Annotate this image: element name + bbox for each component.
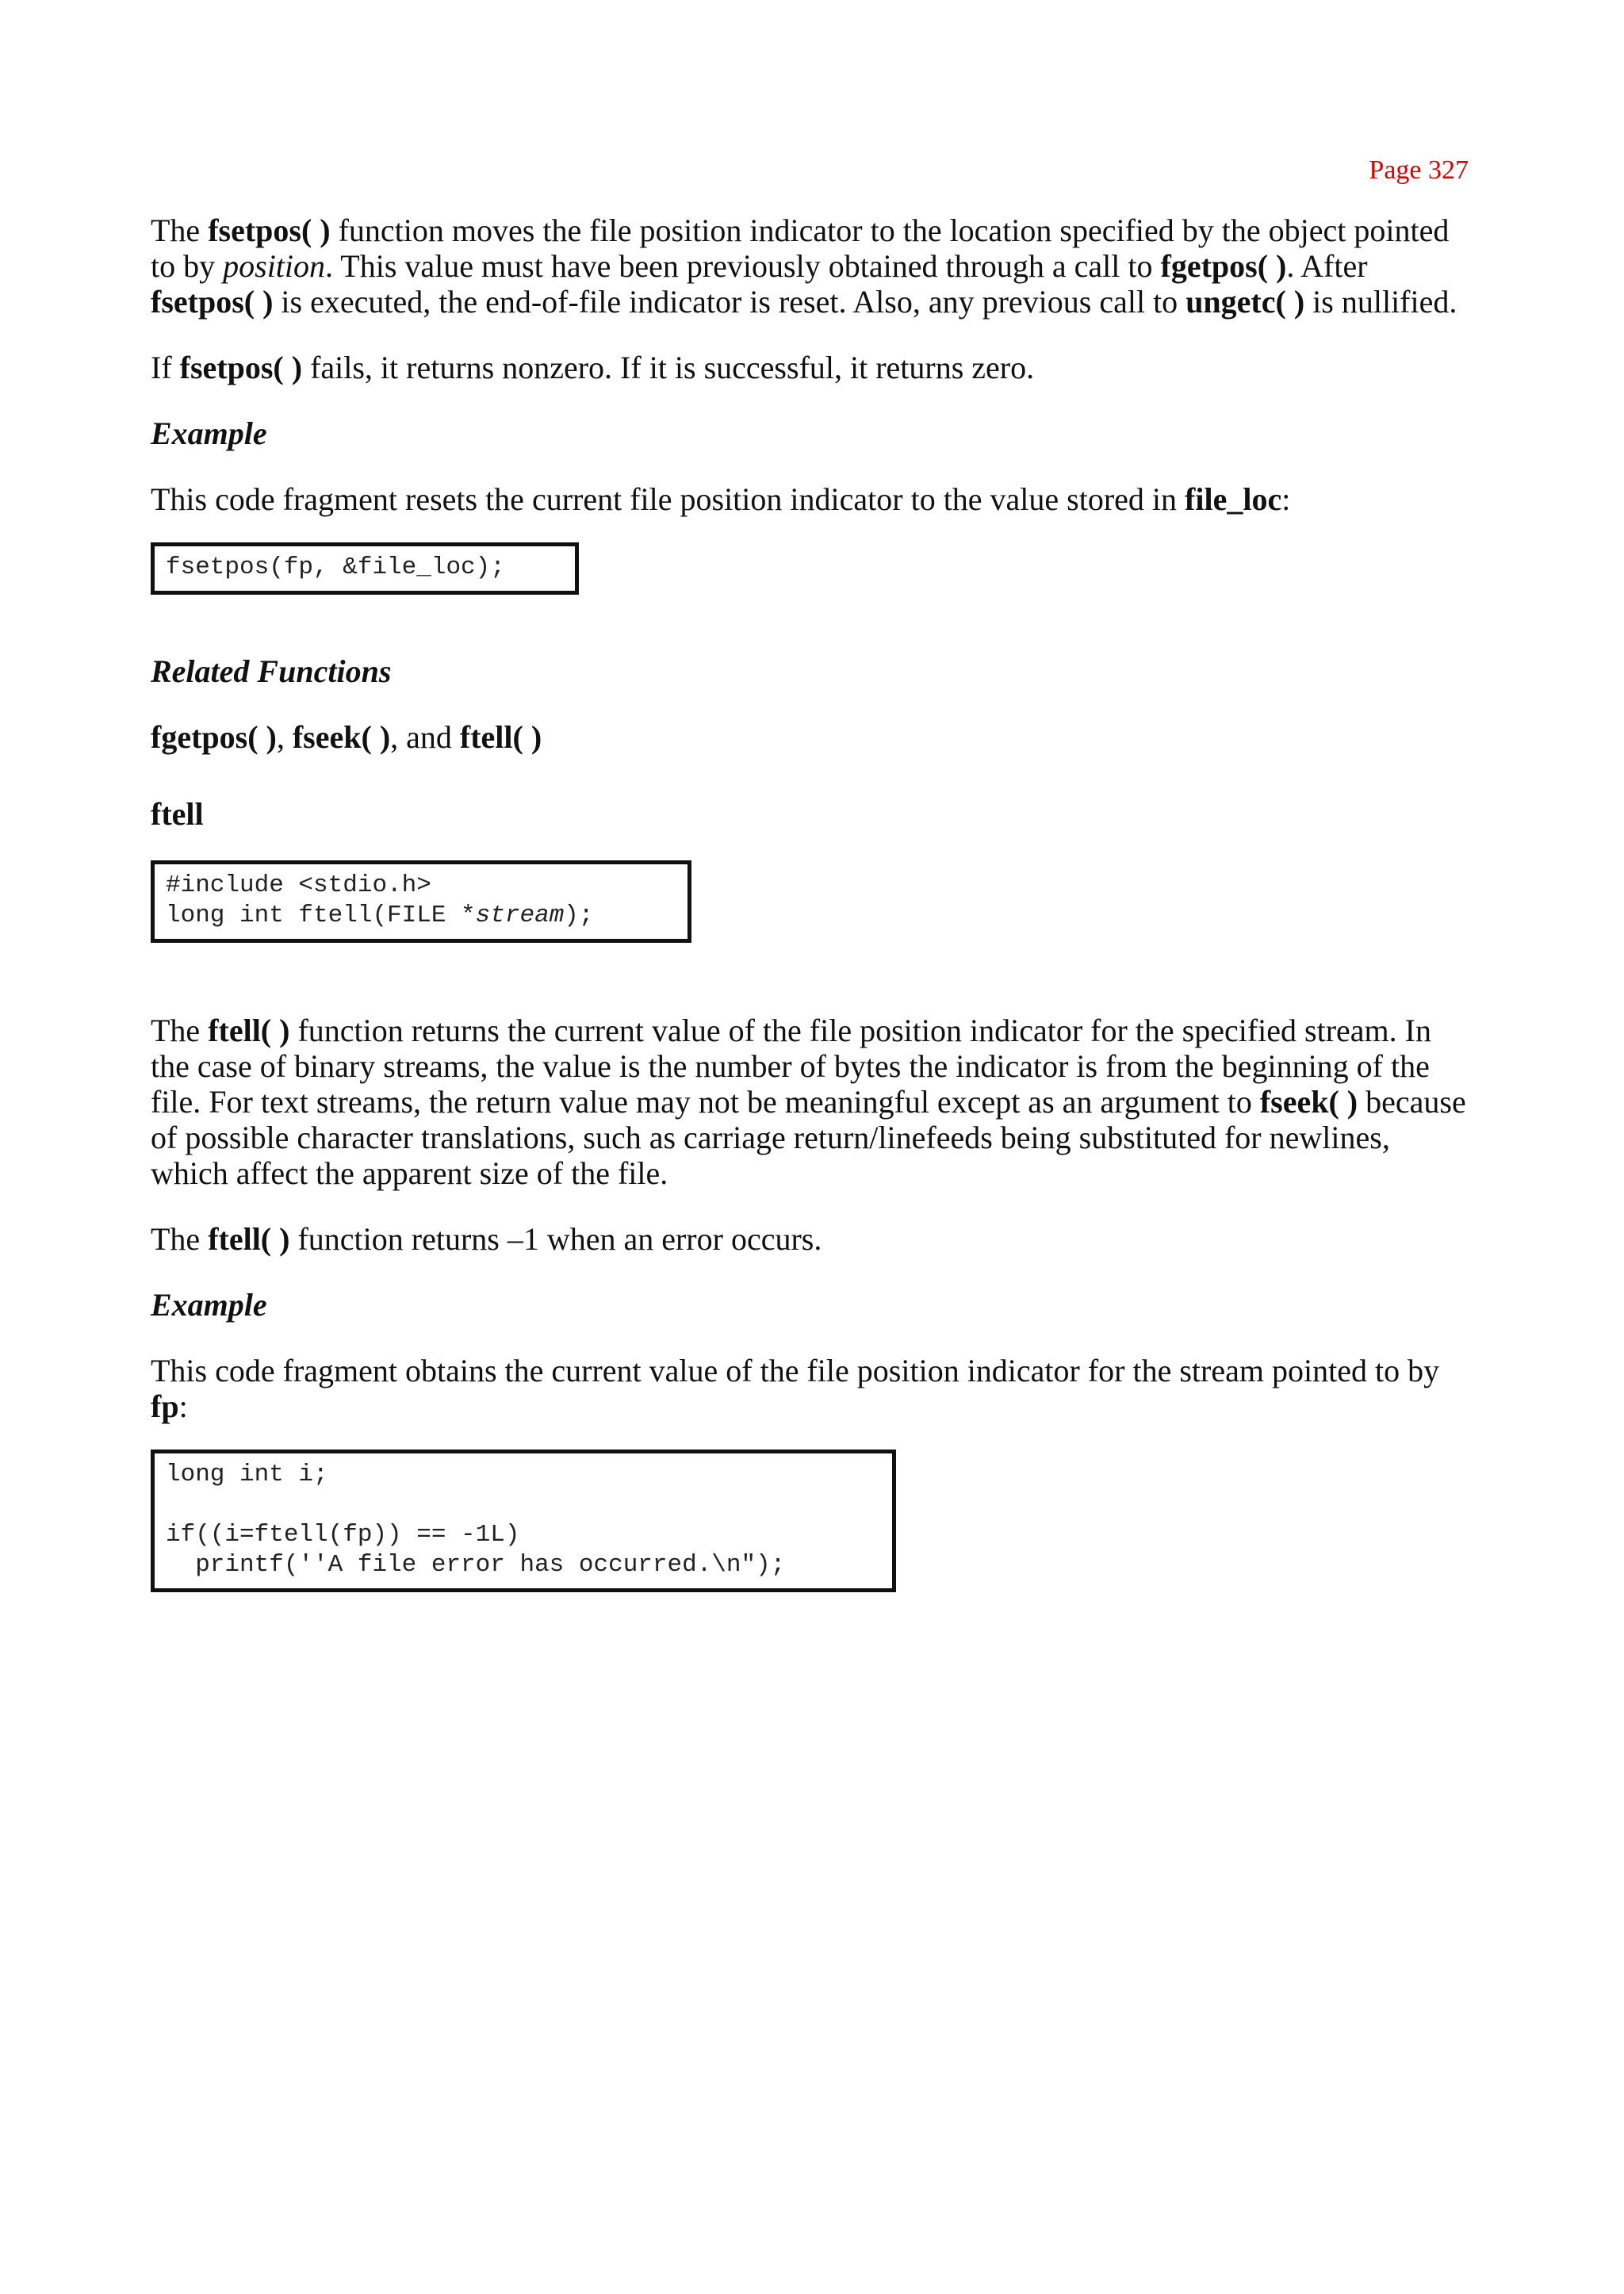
variable-name: fp: [151, 1388, 179, 1424]
code-run: long int ftell(FILE *: [166, 902, 476, 929]
ftell-signature-wrap: [151, 860, 1467, 943]
ftell-signature-code: [151, 860, 691, 943]
fsetpos-example-text: [151, 481, 1467, 517]
function-name: fsetpos( ): [179, 350, 303, 385]
function-name: fgetpos( ): [151, 719, 277, 755]
function-name: ftell( ): [208, 1013, 290, 1048]
text-run: If: [151, 350, 180, 385]
code-line: #include <stdio.h>: [166, 871, 431, 899]
text-run: The: [151, 1221, 209, 1257]
parameter-name: position: [223, 248, 326, 284]
fsetpos-example-heading: Example: [151, 416, 267, 451]
variable-name: file_loc: [1185, 481, 1282, 517]
text-run: function returns the current value of the file position indicator for the specified stream. In the case of binary streams, the value is the number of bytes the indicator is from the beginning of the file. For text streams, the return value may not be meaningful except as an argument to: [151, 1013, 1431, 1120]
page-content: [151, 213, 1467, 1592]
ftell-title: ftell: [151, 796, 204, 832]
fsetpos-description: [151, 213, 1467, 320]
ftell-example-heading: Example: [151, 1287, 267, 1323]
fsetpos-example-code: [151, 542, 579, 595]
text-run: fails, it returns nonzero. If it is successful, it returns zero.: [302, 350, 1035, 385]
page-number: Page 327: [1369, 155, 1469, 185]
function-name: fseek( ): [1259, 1084, 1358, 1120]
function-name: fsetpos( ): [208, 213, 331, 248]
code-line: if((i=ftell(fp)) == -1L): [166, 1521, 520, 1549]
ftell-description: [151, 1013, 1467, 1191]
text-run: :: [1281, 481, 1291, 517]
text-run: . After: [1286, 248, 1368, 284]
text-run: The: [151, 1013, 209, 1048]
code-run: );: [564, 902, 594, 929]
text-run: :: [178, 1388, 188, 1424]
text-run: , and: [390, 719, 460, 755]
ftell-example-code-wrap: [151, 1450, 1467, 1592]
text-run: This code fragment resets the current file position indicator to the value stored in: [151, 481, 1185, 517]
code-blank-line: [166, 1490, 881, 1520]
text-run: This code fragment obtains the current value of the file position indicator for the stream pointed to by: [151, 1353, 1440, 1388]
code-line: fsetpos(fp, &file_loc);: [166, 553, 505, 581]
fsetpos-return-value: [151, 350, 1467, 385]
function-name: fseek( ): [292, 719, 391, 755]
text-run: ,: [276, 719, 293, 755]
function-name: ftell( ): [208, 1221, 290, 1257]
text-run: . This value must have been previously obtained through a call to: [325, 248, 1161, 284]
text-run: function moves the file position indicator to the location specified by the object pointed to by: [151, 213, 1450, 284]
function-name: fsetpos( ): [151, 284, 274, 320]
text-run: because of possible character translations, such as carriage return/linefeeds being substituted for newlines, which affect the apparent size of the file.: [151, 1084, 1466, 1191]
related-functions-list: [151, 719, 1467, 755]
ftell-return-value: [151, 1221, 1467, 1257]
text-run: The: [151, 213, 209, 248]
fsetpos-example-code-wrap: [151, 542, 1467, 595]
text-run: function returns –1 when an error occurs.: [289, 1221, 822, 1257]
code-line: long int i;: [166, 1461, 328, 1488]
text-run: is nullified.: [1304, 284, 1457, 320]
text-run: is executed, the end-of-file indicator is reset. Also, any previous call to: [273, 284, 1186, 320]
parameter-name: stream: [475, 902, 565, 929]
code-line: printf(''A file error has occurred.\n");: [166, 1551, 786, 1579]
function-name: ftell( ): [459, 719, 542, 755]
code-line: [166, 901, 676, 931]
ftell-example-code: [151, 1450, 896, 1592]
function-name: fgetpos( ): [1160, 248, 1287, 284]
ftell-example-text: [151, 1353, 1467, 1424]
function-name: ungetc( ): [1185, 284, 1305, 320]
related-functions-heading: Related Functions: [151, 653, 392, 689]
